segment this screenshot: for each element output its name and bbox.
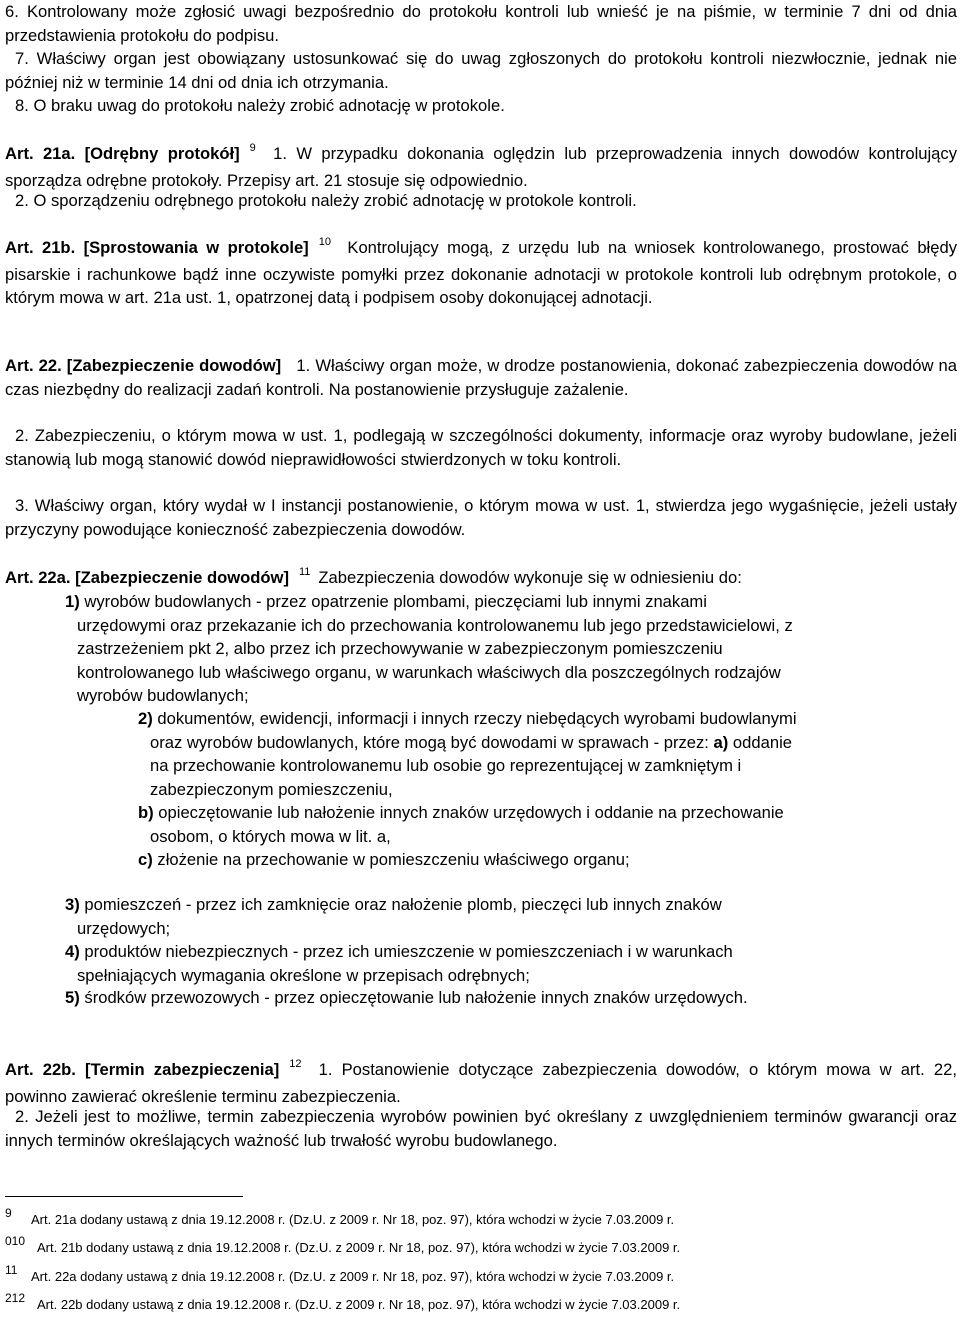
list-item-1-line: urzędowymi oraz przekazanie ich do przechowania kontrolowanemu lub jego przedstawicielowi, z <box>77 615 793 635</box>
article-22-p3-text: 3. Właściwy organ, który wydał w I instancji postanowienie, o którym mowa w ust. 1, stwierdza jego wygaśnięcie, jeżeli ustały przyczyny powodujące konieczność zabezpieczenia dowodów. <box>5 496 957 539</box>
article-21a-p1: 1. W przypadku dokonania oględzin lub przeprowadzenia innych dowodów kontrolujący sporządza odrębne protokoły. Przepisy art. 21 stosuje się odpowiednio. <box>5 144 957 190</box>
footnote-12 <box>5 1291 681 1313</box>
list-item-5 <box>65 986 955 1010</box>
article-22-p3 <box>5 494 957 541</box>
list-item-2a-text: oddanie <box>732 732 792 752</box>
footnote-mark: 010 <box>5 1234 26 1248</box>
paragraph-7-text: 7. Właściwy organ jest obowiązany ustosunkować się do uwag zgłoszonych do protokołu kontroli niezwłocznie, jednak nie później niż w terminie 14 dni od dnia ich otrzymania. <box>5 49 957 92</box>
article-22a <box>5 566 957 593</box>
article-21b-heading: Art. 21b. [Sprostowania w protokole] <box>5 238 309 257</box>
article-22b-p1: 1. Postanowienie dotyczące zabezpieczenia dowodów, o którym mowa w art. 22, powinno zawierać określenie terminu zabezpieczenia. <box>5 1060 957 1106</box>
footnote-ref-12: 12 <box>289 1058 302 1070</box>
list-item-2-line: zabezpieczonym pomieszczeniu, <box>150 779 393 799</box>
article-22b-p2 <box>5 1105 957 1152</box>
article-22a-heading: Art. 22a. [Zabezpieczenie dowodów] <box>5 568 289 587</box>
list-item-2c <box>138 848 958 872</box>
list-item-2-line: na przechowanie kontrolowanemu lub osobie go reprezentującej w zamkniętym i <box>150 756 742 775</box>
list-item-3 <box>65 893 955 940</box>
paragraph-6: 6. Kontrolowany może zgłosić uwagi bezpośrednio do protokołu kontroli lub wnieść je na piśmie, w terminie 7 dni od dnia przedstawienia protokołu do podpisu. <box>5 2 957 45</box>
footnote-text: Art. 22b dodany ustawą z dnia 19.12.2008 r. (Dz.U. z 2009 r. Nr 18, poz. 97), która wchodzi w życie 7.03.2009 r. <box>37 1297 681 1312</box>
list-item-2b-line: osobom, o których mowa w lit. a, <box>150 826 391 846</box>
footnote-text: Art. 21b dodany ustawą z dnia 19.12.2008 r. (Dz.U. z 2009 r. Nr 18, poz. 97), która wchodzi w życie 7.03.2009 r. <box>37 1240 681 1255</box>
paragraph-7 <box>5 47 957 94</box>
list-item-1-line: wyrobów budowlanych - przez opatrzenie plombami, pieczęciami lub innymi znakami <box>84 592 707 611</box>
article-22-p2-text: 2. Zabezpieczeniu, o którym mowa w ust. 1, podlegają w szczególności dokumenty, informacje oraz wyroby budowlane, jeżeli stanowią lub mogą stanowić dowód nieprawidłowości stwierdzonych w toku kontroli. <box>5 426 957 469</box>
article-21b-p1: Kontrolujący mogą, z urzędu lub na wniosek kontrolowanego, prostować błędy pisarskie i rachunkowe bądź inne oczywiste pomyłki przez dokonanie adnotacji w protokole kontroli lub odrębnym protokole, o którym mowa w art. 21a ust. 1, opatrzonej datą i podpisem osoby dokonującej adnotacji. <box>5 238 957 307</box>
list-item-1-number: 1) <box>65 592 80 611</box>
footnote-ref-10: 10 <box>318 236 331 248</box>
list-item-4-line: produktów niebezpiecznych - przez ich umieszczenie w pomieszczeniach i w warunkach <box>84 942 733 961</box>
list-item-4-line: spełniających wymagania określone w przepisach odrębnych; <box>77 965 530 985</box>
article-22b-heading: Art. 22b. [Termin zabezpieczenia] <box>5 1060 280 1079</box>
list-item-2-line: dokumentów, ewidencji, informacji i innych rzeczy niebędących wyrobami budowlanymi <box>157 709 797 728</box>
list-item-2-number: 2) <box>138 709 153 728</box>
paragraph-8-text: 8. O braku uwag do protokołu należy zrobić adnotację w protokole. <box>15 96 505 115</box>
list-item-3-line: pomieszczeń - przez ich zamknięcie oraz nałożenie plomb, pieczęci lub innych znaków <box>84 895 722 914</box>
article-21a-p2-text: 2. O sporządzeniu odrębnego protokołu należy zrobić adnotację w protokole kontroli. <box>15 191 637 210</box>
footnote-mark: 212 <box>5 1291 26 1305</box>
article-22-heading: Art. 22. [Zabezpieczenie dowodów] <box>5 356 282 375</box>
article-21a-p2 <box>5 189 957 213</box>
list-item-2 <box>138 707 958 801</box>
list-item-5-text: środków przewozowych - przez opieczętowanie lub nałożenie innych znaków urzędowych. <box>84 988 748 1007</box>
footnote-text: Art. 21a dodany ustawą z dnia 19.12.2008 r. (Dz.U. z 2009 r. Nr 18, poz. 97), która wchodzi w życie 7.03.2009 r. <box>31 1212 675 1227</box>
footnote-ref-11: 11 <box>298 566 311 578</box>
footnote-ref-9: 9 <box>249 142 256 154</box>
footnote-mark: 9 <box>5 1206 12 1220</box>
article-22-p1: 1. Właściwy organ może, w drodze postanowienia, dokonać zabezpieczenia dowodów na czas niezbędny do realizacji zadań kontroli. Na postanowienie przysługuje zażalenie. <box>5 356 957 399</box>
article-21a-heading: Art. 21a. [Odrębny protokół] <box>5 144 240 163</box>
article-22 <box>5 354 957 401</box>
footnote-separator <box>5 1196 243 1197</box>
footnote-text: Art. 22a dodany ustawą z dnia 19.12.2008 r. (Dz.U. z 2009 r. Nr 18, poz. 97), która wchodzi w życie 7.03.2009 r. <box>31 1269 675 1284</box>
list-item-2c-text: złożenie na przechowanie w pomieszczeniu właściwego organu; <box>157 850 630 869</box>
list-item-3-line: urzędowych; <box>77 918 171 938</box>
list-item-1-line: wyrobów budowlanych; <box>77 686 249 705</box>
list-item-2-line: oraz wyrobów budowlanych, które mogą być dowodami w sprawach - przez: <box>150 732 709 752</box>
list-item-4-number: 4) <box>65 942 80 961</box>
article-21b <box>5 236 957 310</box>
list-item-2a-number: a) <box>713 732 729 752</box>
paragraph-8 <box>5 94 957 118</box>
article-21a <box>5 142 957 192</box>
list-item-1 <box>65 590 955 708</box>
list-item-2b-line: opieczętowanie lub nałożenie innych znaków urzędowych i oddanie na przechowanie <box>158 803 784 822</box>
list-item-4 <box>65 940 955 987</box>
article-22b <box>5 1058 957 1108</box>
article-22a-intro: Zabezpieczenia dowodów wykonuje się w odniesieniu do: <box>318 568 742 587</box>
footnote-10 <box>5 1234 681 1256</box>
list-item-1-line: zastrzeżeniem pkt 2, albo przez ich przechowywanie w zabezpieczonym pomieszczeniu <box>77 639 723 658</box>
list-item-3-number: 3) <box>65 895 80 914</box>
footnote-mark: 11 <box>5 1263 18 1277</box>
article-22b-p2-text: 2. Jeżeli jest to możliwe, termin zabezpieczenia wyrobów powinien być określany z uwzględnieniem terminów gwarancji oraz innych terminów określających ważność lub trwałość wyrobu budowlanego. <box>5 1107 957 1150</box>
list-item-1-line: kontrolowanego lub właściwego organu, w warunkach właściwych dla poszczególnych rodzajów <box>77 662 781 682</box>
list-item-2c-number: c) <box>138 850 153 869</box>
footnote-9 <box>5 1206 675 1228</box>
footnote-11 <box>5 1263 675 1285</box>
list-item-2b <box>138 801 958 848</box>
article-22-p2 <box>5 424 957 471</box>
list-item-2b-number: b) <box>138 803 154 822</box>
list-item-5-number: 5) <box>65 988 80 1007</box>
